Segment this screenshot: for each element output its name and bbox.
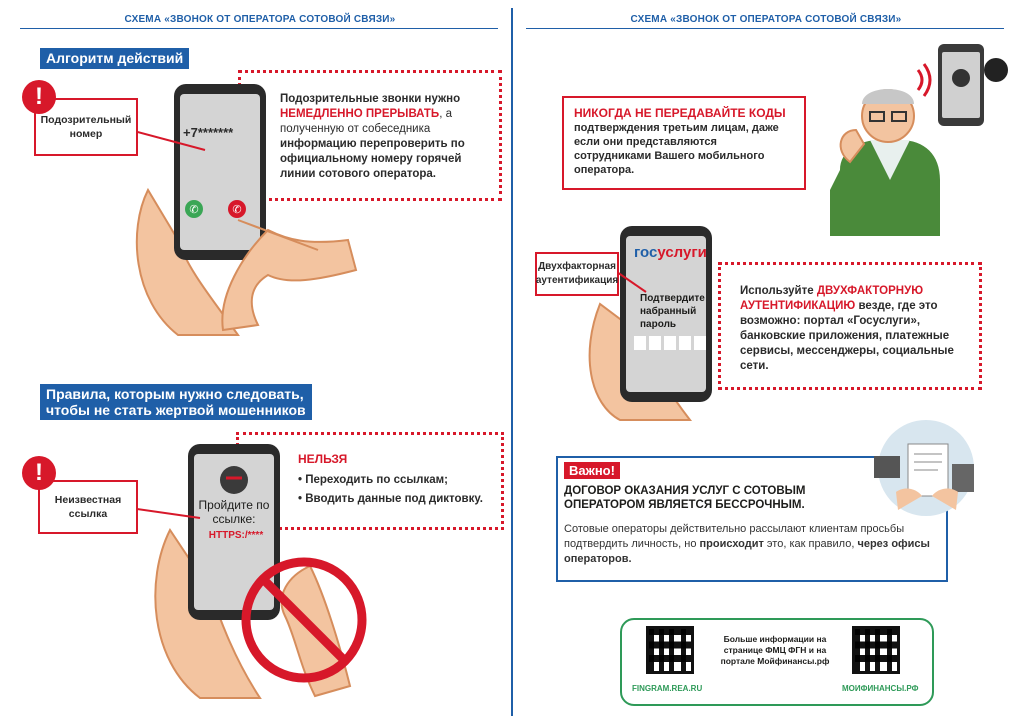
link-moifinansy[interactable]: МОИФИНАНСЫ.РФ [842, 684, 919, 693]
text-bold: информацию перепроверить по официальному номеру горячей линии сотового оператора. [280, 138, 465, 180]
confirm-password-prompt: Подтвердите набранный пароль [640, 293, 705, 330]
footer-info-text: Больше информации на странице ФМЦ ФГН и на портале Мойфинансы.рф [720, 634, 830, 666]
callout-pointer-2 [130, 500, 210, 530]
section-title-rules [40, 384, 312, 420]
callout-two-factor: Двухфакторная аутентификация [535, 252, 619, 296]
documents-illustration [868, 418, 984, 518]
text-pre: Подозрительные звонки нужно [280, 93, 461, 105]
phone-prompt: Пройдите по ссылке: [198, 498, 270, 526]
man-on-phone-illustration [800, 40, 1010, 240]
phone-number: +7******* [183, 125, 234, 140]
decline-call-icon: ✆ [228, 200, 246, 218]
important-body-bold1: происходит [699, 538, 764, 550]
accept-call-icon: ✆ [185, 200, 203, 218]
gosuslugi-blue: гос [634, 244, 658, 261]
header-right: СХЕМА «ЗВОНОК ОТ ОПЕРАТОРА СОТОВОЙ СВЯЗИ» [630, 14, 902, 25]
codes-warning-rest: подтверждения третьим лицам, даже если они представляются сотрудниками Вашего мобильного оператора. [574, 122, 779, 176]
important-body-bold2: через офисы операторов. [564, 538, 930, 565]
twofactor-rest: везде, где это возможно: портал «Госуслуги», банковские приложения, платежные сервисы, мессенджеры, социальные сети. [740, 300, 954, 372]
no-entry-sign [240, 536, 370, 706]
codes-warning-red: НИКОГДА НЕ ПЕРЕДАВАЙТЕ КОДЫ [574, 106, 786, 120]
twofactor-text [740, 284, 966, 374]
password-cell [649, 336, 661, 350]
text-mid: , а полученную от собеседника [280, 108, 452, 135]
twofactor-red: ДВУХФАКТОРНУЮ АУТЕНТИФИКАЦИЮ [740, 285, 924, 312]
codes-warning-text [574, 106, 794, 177]
column-divider [511, 8, 513, 716]
password-cell [664, 336, 676, 350]
twofactor-pre: Используйте [740, 285, 817, 297]
warning-icon-2: ! [22, 456, 56, 490]
rules-title-line1: Правила, которым нужно следовать, [46, 386, 304, 402]
forbidden-title: НЕЛЬЗЯ [298, 452, 348, 466]
password-cells [634, 336, 706, 350]
password-cell [634, 336, 646, 350]
important-badge: Важно! [564, 462, 620, 479]
text-red: НЕМЕДЛЕННО ПРЕРЫВАТЬ [280, 108, 440, 120]
link-fingram[interactable]: FINGRAM.REA.RU [632, 684, 703, 693]
warning-icon-1: ! [22, 80, 56, 114]
phone-link: HTTPS:/**** [208, 530, 264, 541]
gosuslugi-logo [634, 244, 707, 261]
forbidden-list [298, 452, 493, 507]
header-left: СХЕМА «ЗВОНОК ОТ ОПЕРАТОРА СОТОВОЙ СВЯЗИ» [124, 14, 396, 25]
callout-unknown-link: Неизвестная ссылка [38, 480, 138, 534]
forbidden-item-1: • Переходить по ссылкам; [298, 474, 448, 486]
callout-suspicious-number: Подозрительный номер [34, 98, 138, 156]
important-heading: ДОГОВОР ОКАЗАНИЯ УСЛУГ С СОТОВЫМ ОПЕРАТОРОМ ЯВЛЯЕТСЯ БЕССРОЧНЫМ. [564, 485, 806, 511]
callout-pointer-1 [130, 120, 210, 160]
header-right-rule [526, 28, 1004, 29]
password-cell [694, 336, 706, 350]
qr-code-fingram[interactable] [646, 626, 694, 674]
rules-title-line2: чтобы не стать жертвой мошенников [46, 402, 306, 418]
callout-pointer-4 [614, 262, 654, 302]
password-cell [679, 336, 691, 350]
qr-code-moifinansy[interactable] [852, 626, 900, 674]
forbidden-item-2: • Вводить данные под диктовку. [298, 493, 483, 505]
gosuslugi-red: услуги [657, 244, 707, 261]
important-body [564, 522, 936, 567]
important-body-pre: Сотовые операторы действительно рассылают клиентам просьбы подтвердить личность, но [564, 523, 905, 550]
section-title-algorithm: Алгоритм действий [40, 48, 189, 69]
header-left-rule [20, 28, 498, 29]
important-body-mid: это, как правило, [763, 538, 858, 550]
